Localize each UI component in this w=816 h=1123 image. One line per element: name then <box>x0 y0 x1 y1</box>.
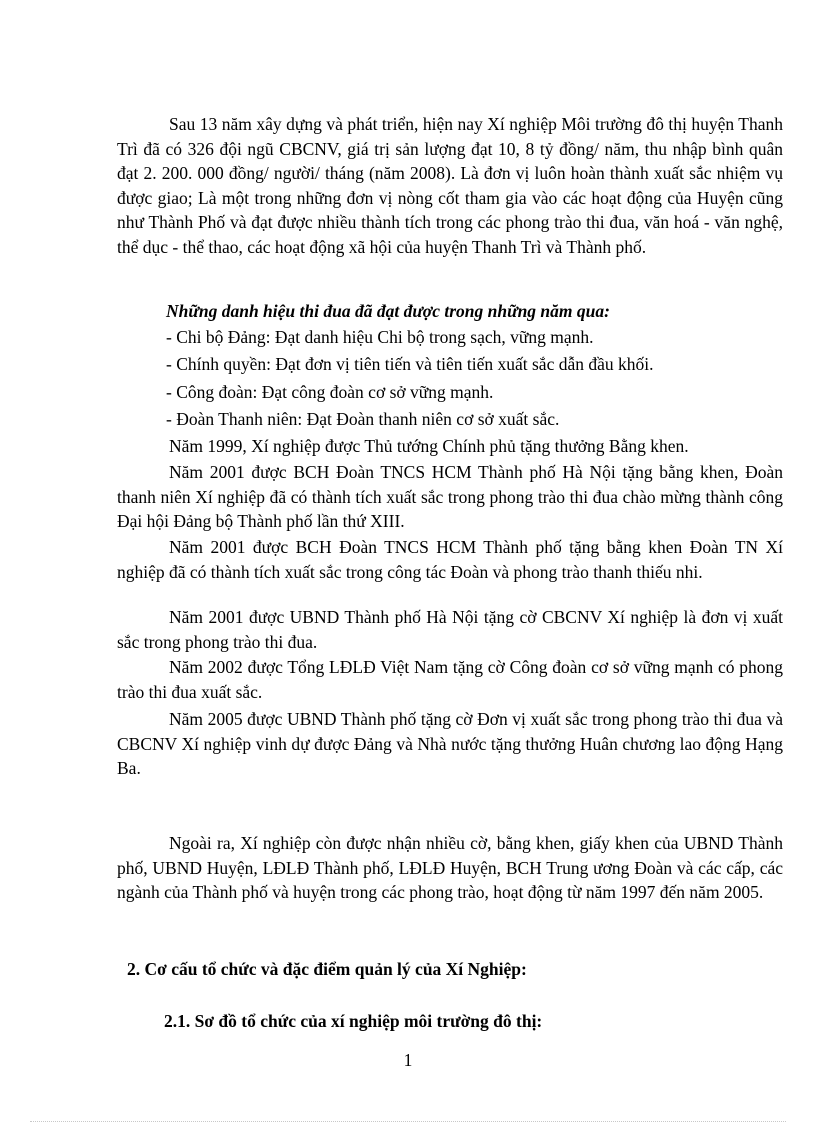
awards-heading: Những danh hiệu thi đua đã đạt được trong những năm qua: <box>166 301 610 321</box>
award-2001-c-paragraph: Năm 2001 được UBND Thành phố Hà Nội tặng cờ CBCNV Xí nghiệp là đơn vị xuất sắc trong phong trào thi đua. <box>117 607 783 652</box>
section-2-heading: 2. Cơ cấu tổ chức và đặc điểm quản lý của Xí Nghiệp: <box>127 959 527 979</box>
other-awards-paragraph: Ngoài ra, Xí nghiệp còn được nhận nhiều cờ, bằng khen, giấy khen của UBND Thành phố, UBND Huyện, LĐLĐ Thành phố, LĐLĐ Huyện, BCH Trung ương Đoàn và các cấp, các ngành của Thành phố và huyện trong các phong trào, hoạt động từ năm 1997 đến năm 2005. <box>117 833 783 902</box>
award-item: - Đoàn Thanh niên: Đạt Đoàn thanh niên cơ sở xuất sắc. <box>166 409 560 429</box>
intro-paragraph: Sau 13 năm xây dựng và phát triển, hiện nay Xí nghiệp Môi trường đô thị huyện Thanh Trì đã có 326 đội ngũ CBCNV, giá trị sản lượng đạt 10, 8 tỷ đồng/ năm, thu nhập bình quân đạt 2. 200. 000 đồng/ người/ tháng (năm 2008). Là đơn vị luôn hoàn thành xuất sắc nhiệm vụ được giao; Là một trong những đơn vị nòng cốt tham gia vào các hoạt động của Huyện cũng như Thành Phố và đạt được nhiều thành tích trong các phong trào thi đua, văn hoá - văn nghệ, thể dục - thể thao, các hoạt động xã hội của huyện Thanh Trì và Thành phố. <box>117 114 783 257</box>
award-2002-paragraph: Năm 2002 được Tổng LĐLĐ Việt Nam tặng cờ Công đoàn cơ sở vững mạnh có phong trào thi đua xuất sắc. <box>117 657 783 702</box>
section-2-1-heading: 2.1. Sơ đồ tổ chức của xí nghiệp môi trường đô thị: <box>164 1011 543 1031</box>
award-item: - Công đoàn: Đạt công đoàn cơ sở vững mạnh. <box>166 382 494 402</box>
award-item: - Chính quyền: Đạt đơn vị tiên tiến và tiên tiến xuất sắc dẫn đầu khối. <box>166 354 654 374</box>
award-2001-a-paragraph: Năm 2001 được BCH Đoàn TNCS HCM Thành phố Hà Nội tặng bằng khen, Đoàn thanh niên Xí nghiệp đã có thành tích xuất sắc trong phong trào thi đua chào mừng thành công Đại hội Đảng bộ Thành phố lần thứ XIII. <box>117 462 783 531</box>
award-1999-paragraph: Năm 1999, Xí nghiệp được Thủ tướng Chính phủ tặng thưởng Bằng khen. <box>169 436 689 456</box>
award-2005-paragraph: Năm 2005 được UBND Thành phố tặng cờ Đơn vị xuất sắc trong phong trào thi đua và CBCNV Xí nghiệp vinh dự được Đảng và Nhà nước tặng thưởng Huân chương lao động Hạng Ba. <box>117 709 783 778</box>
page-bottom-divider <box>30 1121 786 1122</box>
page-number: 1 <box>403 1050 413 1070</box>
award-item: - Chi bộ Đảng: Đạt danh hiệu Chi bộ trong sạch, vững mạnh. <box>166 327 594 347</box>
award-2001-b-paragraph: Năm 2001 được BCH Đoàn TNCS HCM Thành phố tặng bằng khen Đoàn TN Xí nghiệp đã có thành tích xuất sắc trong công tác Đoàn và phong trào thanh thiếu nhi. <box>117 537 783 582</box>
